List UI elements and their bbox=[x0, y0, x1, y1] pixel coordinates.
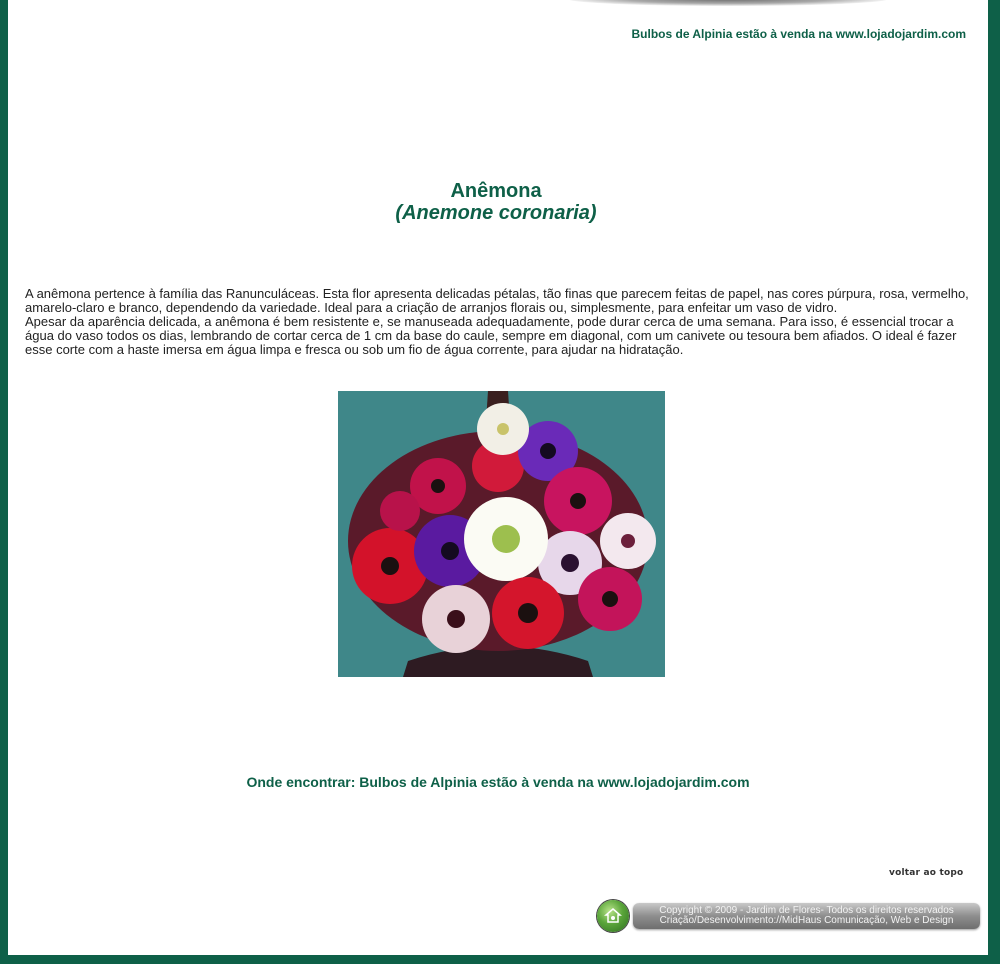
copyright-bar bbox=[633, 903, 980, 929]
header-decoration bbox=[568, 0, 888, 6]
top-store-link[interactable]: Bulbos de Alpinia estão à venda na www.lojadojardim.com bbox=[631, 27, 966, 41]
article-paragraph: Apesar da aparência delicada, a anêmona é bem resistente e, se manuseada adequadamente, pode durar cerca de uma semana. Para isso, é essencial trocar a água do vaso todos os dias, lembrando de cortar cerca de 1 cm da base do caule, sempre em diagonal, com um canivete ou tesoura bem afiados. O ideal é fazer esse corte com a haste imersa em água limpa e fresca ou sob um fio de água corrente, para ajudar na hidratação. bbox=[25, 314, 957, 357]
back-to-top-link[interactable]: voltar ao topo bbox=[889, 868, 964, 878]
where-to-find-link[interactable]: Onde encontrar: Bulbos de Alpinia estão à venda na www.lojadojardim.com bbox=[246, 774, 750, 790]
article-title: Anêmona bbox=[450, 180, 542, 202]
home-logo-icon[interactable] bbox=[597, 900, 629, 932]
article-paragraph: A anêmona pertence à família das Ranunculáceas. Esta flor apresenta delicadas pétalas, tão finas que parecem feitas de papel, nas cores púrpura, rosa, vermelho, amarelo-claro e branco, dependendo da variedade. Ideal para a criação de arranjos florais ou, simplesmente, para enfeitar um vaso de vidro. bbox=[25, 286, 969, 315]
copyright-text: Copyright © 2009 - Jardim de Flores- Todos os direitos reservados bbox=[659, 905, 954, 916]
article-body bbox=[25, 287, 970, 357]
scientific-name: (Anemone coronaria) bbox=[395, 202, 597, 224]
article-title-block bbox=[8, 180, 984, 224]
page-content bbox=[8, 0, 988, 955]
anemone-bouquet-photo bbox=[338, 391, 665, 677]
credits-text[interactable]: Criação/Desenvolvimento://MidHaus Comunicação, Web e Design bbox=[659, 915, 954, 926]
footer bbox=[597, 900, 982, 932]
